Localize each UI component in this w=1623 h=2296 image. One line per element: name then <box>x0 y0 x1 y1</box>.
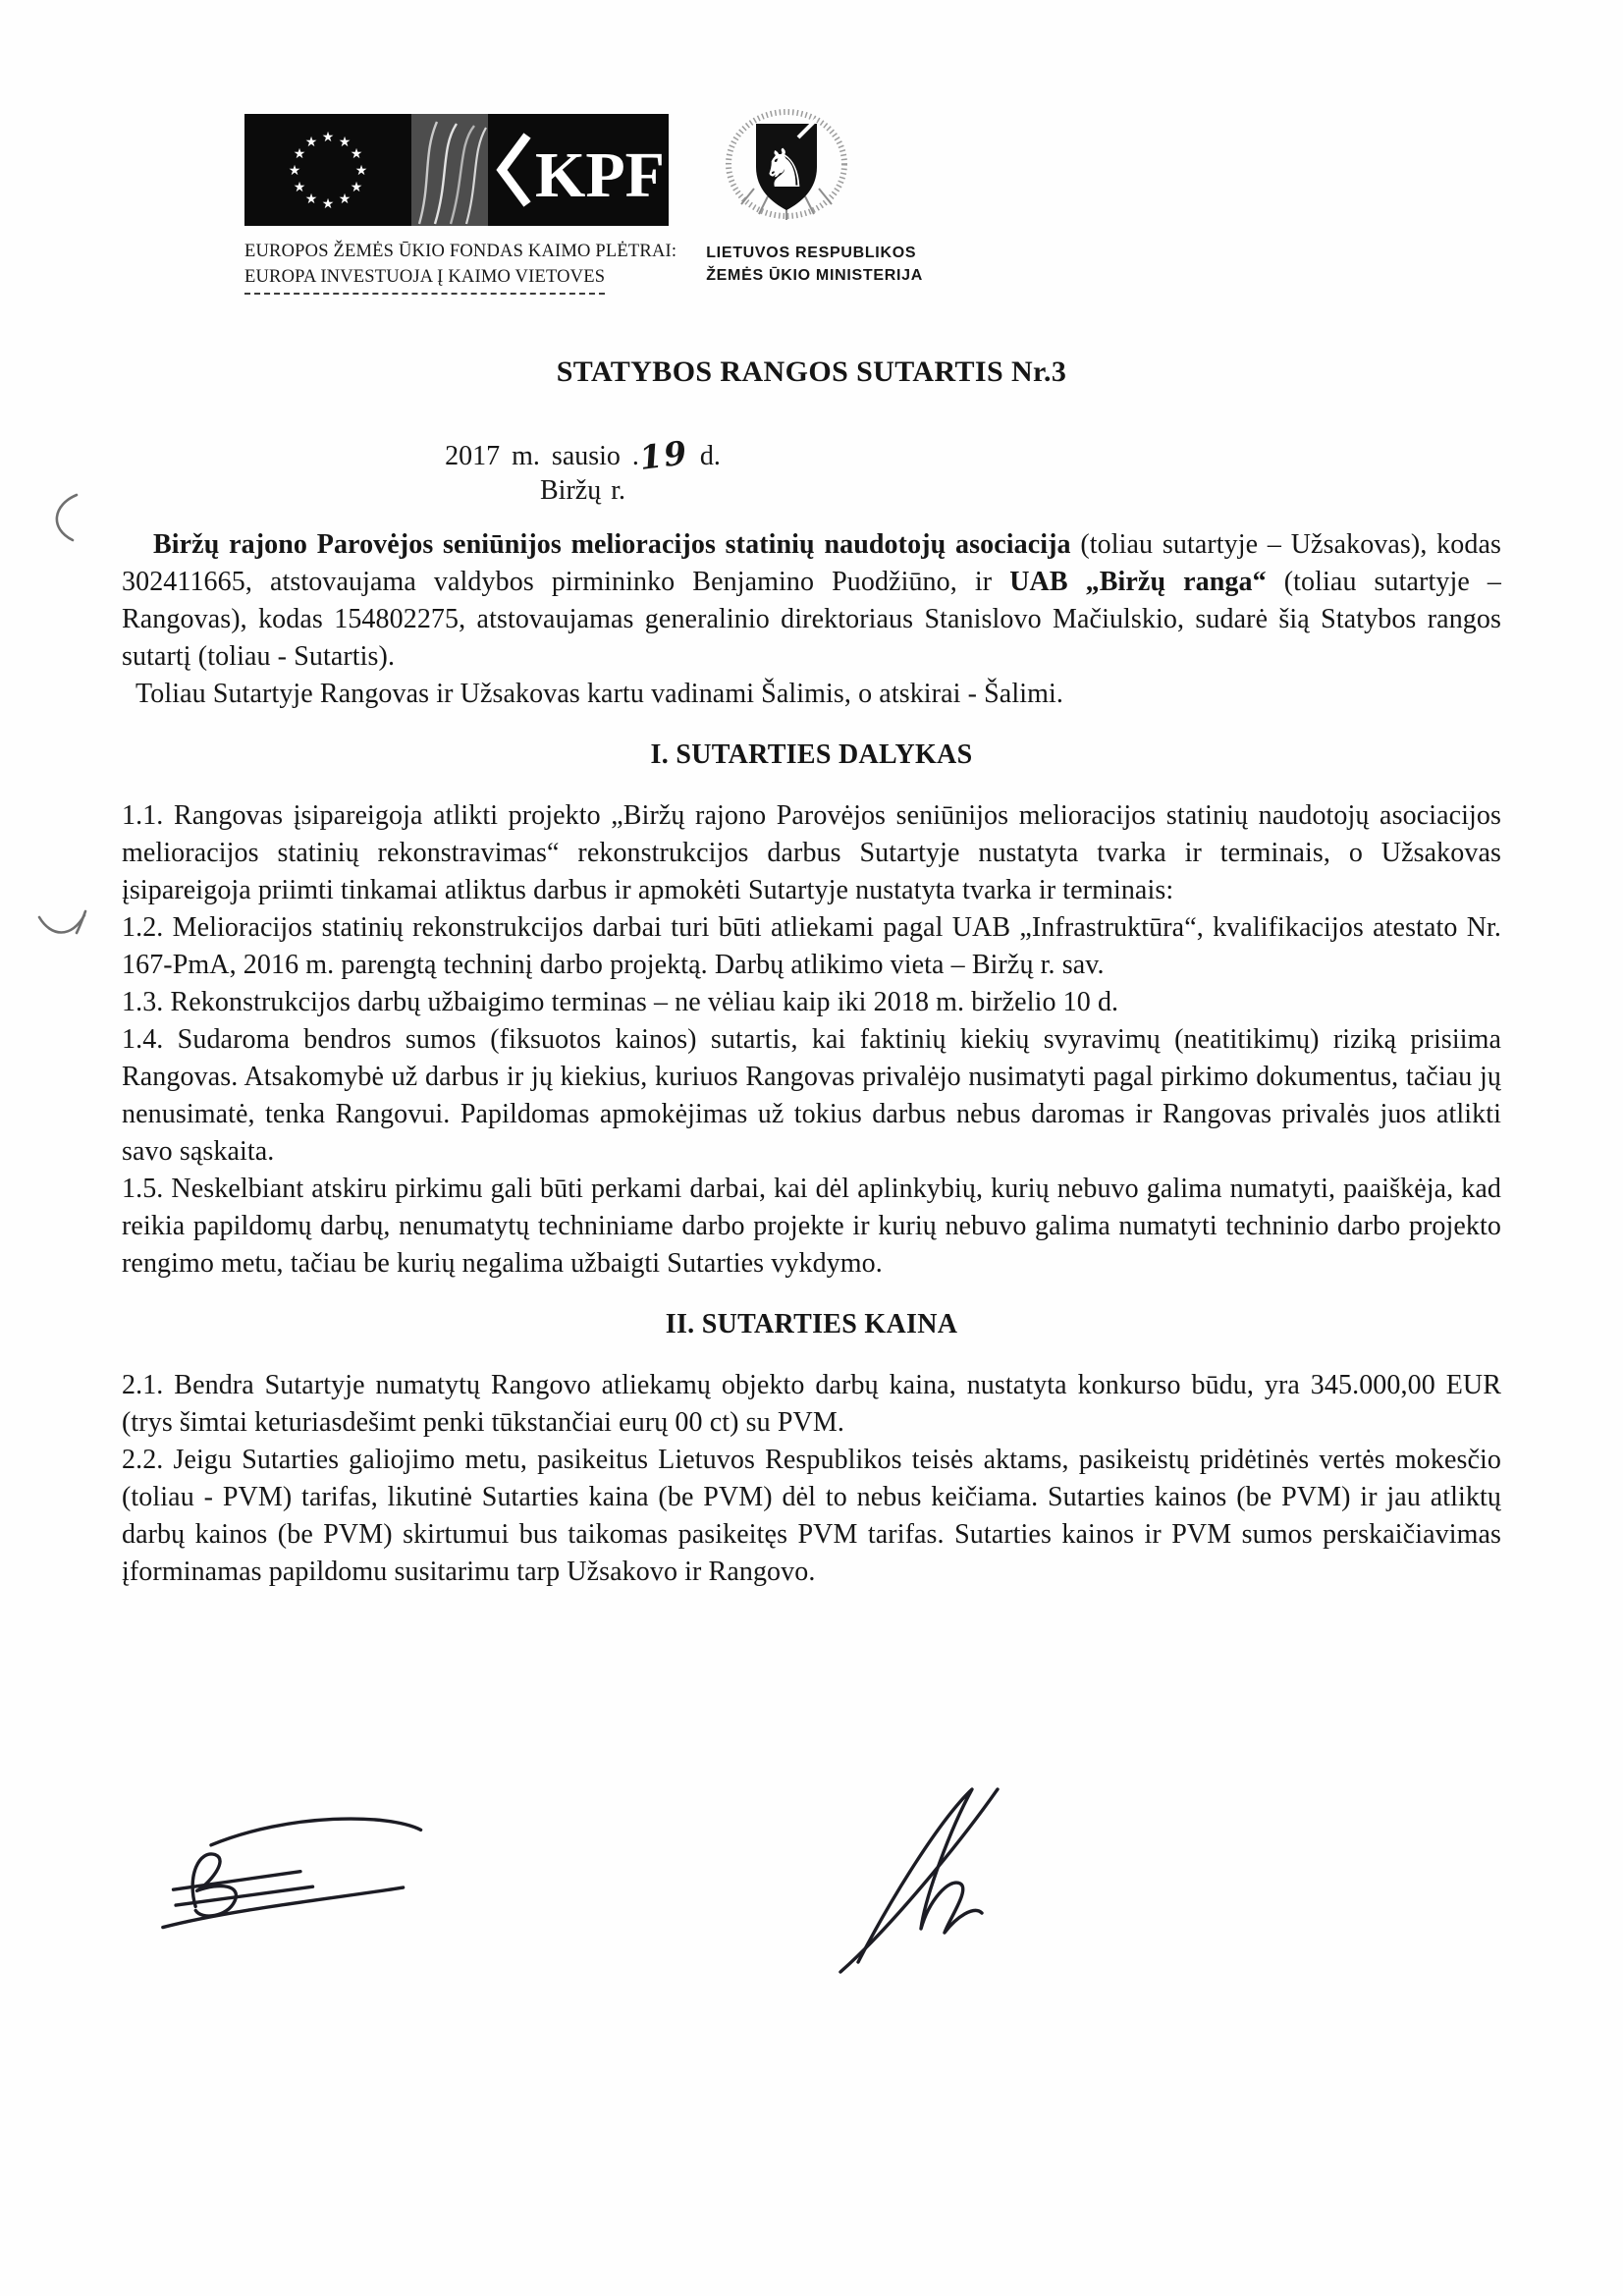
contract-date <box>122 433 1044 477</box>
kpf-logo-icon: KPF <box>535 139 665 211</box>
handwritten-day: 19 <box>636 433 691 477</box>
ministry-text <box>706 242 923 287</box>
margin-pen-mark <box>33 902 90 949</box>
date-suffix: d. <box>687 441 721 471</box>
clause-1-3: 1.3. Rekonstrukcijos darbų užbaigimo terminas – ne vėliau kaip iki 2018 m. birželio 10 d. <box>122 987 1119 1017</box>
ministry-line2: ŽEMĖS ŪKIO MINISTERIJA <box>706 267 923 284</box>
clause-1-2: 1.2. Melioracijos statinių rekonstrukcijos darbai turi būti atliekami pagal UAB „Infrastruktūra“, kvalifikacijos atestato Nr. 167-PmA, 2016 m. parengtą techninį darbo projektą. Darbų atlikimo vieta – Biržų r. sav. <box>122 912 1501 980</box>
eu-kpf-logo <box>244 114 669 226</box>
contract-place: Biržų r. <box>540 475 625 506</box>
clause-2-2: 2.2. Jeigu Sutarties galiojimo metu, pasikeitus Lietuvos Respublikos teisės aktams, pasikeistų pridėtinės vertės mokesčio (toliau - PVM) tarifas, likutinė Sutarties kaina (be PVM) dėl to nebus keičiama. Sutarties kainos (be PVM) ir jau atliktų darbų kainos (be PVM) skirtumui bus taikomas pasikeitęs PVM tarifas. Sutarties kainos ir PVM sumos perskaičiavimas įforminamas papildomu susitarimu tarp Užsakovo ir Rangovo. <box>122 1445 1501 1587</box>
svg-text:★: ★ <box>321 196 335 212</box>
svg-text:★: ★ <box>350 180 363 195</box>
section-heading-2: II. SUTARTIES KAINA <box>665 1309 958 1339</box>
signature-contractor <box>823 1779 1019 1976</box>
svg-text:★: ★ <box>288 163 301 179</box>
contract-body <box>122 526 1501 1591</box>
header-captions <box>244 239 1501 295</box>
margin-pen-mark <box>41 487 84 548</box>
svg-text:★: ★ <box>304 135 318 150</box>
svg-text:★: ★ <box>338 135 352 150</box>
vytis-coat-of-arms-icon <box>722 108 851 230</box>
section-heading-1: I. SUTARTIES DALYKAS <box>650 739 973 770</box>
wheat-icon <box>411 114 488 226</box>
svg-text:★: ★ <box>354 163 368 179</box>
knight-rider-icon: ♞ <box>760 137 809 199</box>
document-title: STATYBOS RANGOS SUTARTIS Nr.3 <box>556 355 1067 388</box>
signature-client <box>141 1804 440 1941</box>
svg-text:★: ★ <box>304 191 318 207</box>
svg-text:★: ★ <box>338 191 352 207</box>
svg-text:★: ★ <box>293 180 306 195</box>
date-block <box>122 434 1501 507</box>
eu-fund-line1: EUROPOS ŽEMĖS ŪKIO FONDAS KAIMO PLĖTRAI: <box>244 242 677 261</box>
clause-2-1: 2.1. Bendra Sutartyje numatytų Rangovo atliekamų objekto darbų kaina, nustatyta konkurso būdu, yra 345.000,00 EUR (trys šimtai keturiasdešimt penki tūkstančiai eurų 00 ct) su PVM. <box>122 1370 1501 1438</box>
eu-fund-line2: EUROPA INVESTUOJA Į KAIMO VIETOVES <box>244 264 605 295</box>
parties-note: Toliau Sutartyje Rangovas ir Užsakovas kartu vadinami Šalimis, o atskirai - Šalimi. <box>135 679 1063 709</box>
header-logos <box>244 0 1501 230</box>
svg-text:★: ★ <box>293 146 306 162</box>
clause-1-1: 1.1. Rangovas įsipareigoja atlikti projekto „Biržų rajono Parovėjos seniūnijos melioracijos statinių naudotojų asociacijos melioracijos statinių rekonstravimas“ rekonstrukcijos darbus Sutartyje nustatyta tvarka ir terminais, o Užsakovas įsipareigoja priimti tinkamai atliktus darbus ir apmokėti Sutartyje nustatyta tvarka ir terminais: <box>122 800 1501 905</box>
clause-1-5: 1.5. Neskelbiant atskiru pirkimu gali būti perkami darbai, kai dėl aplinkybių, kurių nebuvo galima numatyti, paaiškėja, kad reikia papildomų darbų, nenumatytų techniniame darbo projekte ir kurių nebuvo galima numatyti techninio darbo projekto rengimo metu, tačiau be kurių negalima užbaigti Sutarties vykdymo. <box>122 1174 1501 1279</box>
date-prefix: 2017 m. sausio . <box>445 441 639 471</box>
eu-fund-text <box>244 239 676 295</box>
svg-text:★: ★ <box>350 146 363 162</box>
intro-paragraph: Biržų rajono Parovėjos seniūnijos melioracijos statinių naudotojų asociacija (toliau sutartyje – Užsakovas), kodas 302411665, atstovaujama valdybos pirmininko Benjamino Puodžiūno, ir UAB „Biržų ranga“ (toliau sutartyje – Rangovas), kodas 154802275, atstovaujamas generalinio direktoriaus Stanislovo Mačiulskio, sudarė šią Statybos rangos sutartį (toliau - Sutartis). <box>122 529 1501 672</box>
clause-1-4: 1.4. Sudaroma bendros sumos (fiksuotos kainos) sutartis, kai faktinių kiekių svyravimų (neatitikimų) riziką prisiima Rangovas. Atsakomybė už darbus ir jų kiekius, kuriuos Rangovas privalėjo nusimatyti pagal pirkimo dokumentus, tačiau jų nenusimatė, tenka Rangovui. Papildomas apmokėjimas už tokius darbus nebus daromas ir Rangovas privalės juos atlikti savo sąskaita. <box>122 1024 1501 1167</box>
ministry-line1: LIETUVOS RESPUBLIKOS <box>706 245 917 261</box>
svg-text:★: ★ <box>321 130 335 145</box>
